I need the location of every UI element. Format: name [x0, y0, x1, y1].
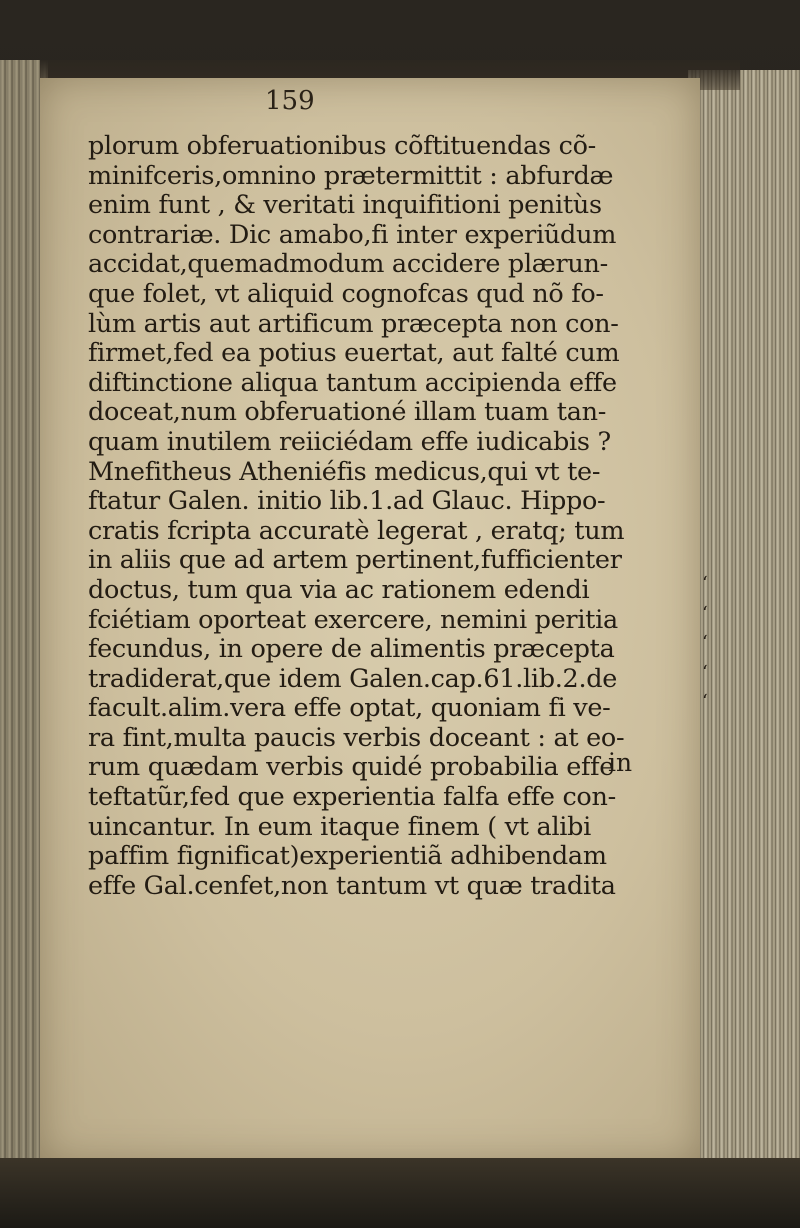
page-number: 159 [265, 86, 315, 116]
margin-quote-mark: ‘ [702, 661, 708, 683]
bottom-shadow [0, 1158, 800, 1228]
text-line: uincantur. In eum itaque finem ( vt alibi [88, 811, 592, 842]
text-line: cratis fcripta accuratè legerat , eratq; tum [88, 515, 625, 546]
text-line: plorum obferuationibus cõftituendas cõ- [88, 131, 596, 161]
text-line: accidat,quemadmodum accidere plærun- [88, 249, 608, 280]
margin-quote-marks [702, 569, 708, 717]
text-line: doctus, tum qua via ac rationem edendi [88, 574, 590, 605]
catchword: in [608, 748, 633, 777]
text-line: que folet, vt aliquid cognofcas qud nõ fo- [88, 278, 604, 309]
text-line: diftinctione aliqua tantum accipienda effe [88, 367, 617, 398]
text-line: enim funt , & veritati inquifitioni penitùs [88, 190, 602, 221]
text-block [88, 132, 728, 901]
text-line: contrariæ. Dic amabo,fi inter experiũdum [88, 219, 617, 250]
text-line: rum quædam verbis quidé probabilia effe [88, 752, 615, 783]
text-line: minifceris,omnino prætermittit : abfurdæ [88, 160, 614, 191]
text-line: teftatũr,fed que experientia falfa effe con- [88, 782, 616, 813]
text-line: tradiderat,que idem Galen.cap.61.lib.2.de [88, 663, 618, 694]
text-line: quam inutilem reiiciédam effe iudicabis ? [88, 426, 611, 457]
text-line: effe Gal.cenfet,non tantum vt quæ tradita [88, 870, 616, 901]
text-line: doceat,num obferuationé illam tuam tan- [88, 397, 607, 428]
margin-quote-mark: ‘ [702, 632, 708, 654]
text-line: fecundus, in opere de alimentis præcepta [88, 634, 615, 665]
margin-quote-mark: ‘ [702, 691, 708, 713]
text-line: lùm artis aut artificum præcepta non con- [88, 308, 619, 339]
margin-quote-mark: ‘ [702, 573, 708, 594]
text-line: firmet,fed ea potius euertat, aut falté cum [88, 338, 620, 369]
text-line: facult.alim.vera effe optat, quoniam fi ve- [88, 693, 611, 724]
text-line: ftatur Galen. initio lib.1.ad Glauc. Hippo- [88, 486, 606, 517]
text-line: ra fint,multa paucis verbis doceant : at eo- [88, 722, 625, 753]
text-line: paffim fignificat)experientiã adhibendam [88, 841, 607, 872]
text-line: Mnefitheus Atheniéfis medicus,qui vt te- [88, 456, 601, 487]
text-line: in aliis que ad artem pertinent,fufficienter [88, 545, 622, 576]
margin-quote-mark: ‘ [702, 602, 708, 624]
text-line: fciétiam oporteat exercere, nemini peritia [88, 604, 618, 635]
